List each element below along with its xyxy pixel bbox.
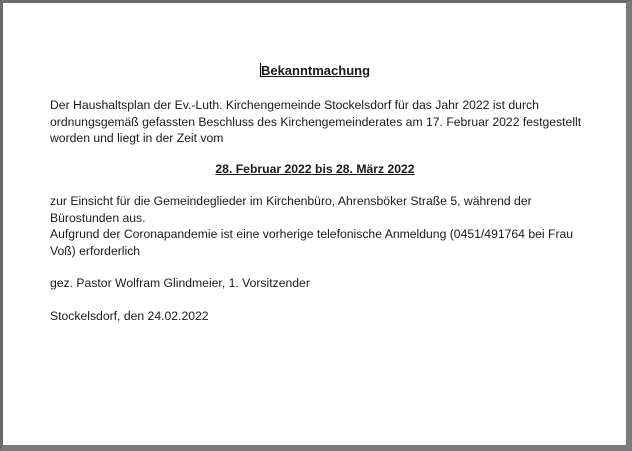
intro-paragraph: Der Haushaltsplan der Ev.-Luth. Kirchengemeinde Stockelsdorf für das Jahr 2022 ist durch ordnungsgemäß gefassten Beschluss des Kirchengemeinderates am 17. Februar 2022 festgestellt worden und liegt in der Zeit vom bbox=[50, 98, 582, 145]
date-range-heading: 28. Februar 2022 bis 28. März 2022 bbox=[215, 162, 415, 176]
corona-notice-text: Aufgrund der Coronapandemie ist eine vorherige telefonische Anmeldung (0451/491764 bei Frau Voß) erforderlich bbox=[50, 227, 574, 258]
signature-line: gez. Pastor Wolfram Glindmeier, 1. Vorsitzender bbox=[50, 276, 310, 290]
document-title bbox=[50, 63, 580, 80]
document-title-text: Bekanntmachung bbox=[260, 63, 371, 78]
notice-paragraph bbox=[50, 193, 585, 259]
place-date-line: Stockelsdorf, den 24.02.2022 bbox=[50, 309, 209, 323]
inspection-text: zur Einsicht für die Gemeindeglieder im Kirchenbüro, Ahrensböker Straße 5, während der Bürostunden aus. bbox=[50, 194, 532, 225]
